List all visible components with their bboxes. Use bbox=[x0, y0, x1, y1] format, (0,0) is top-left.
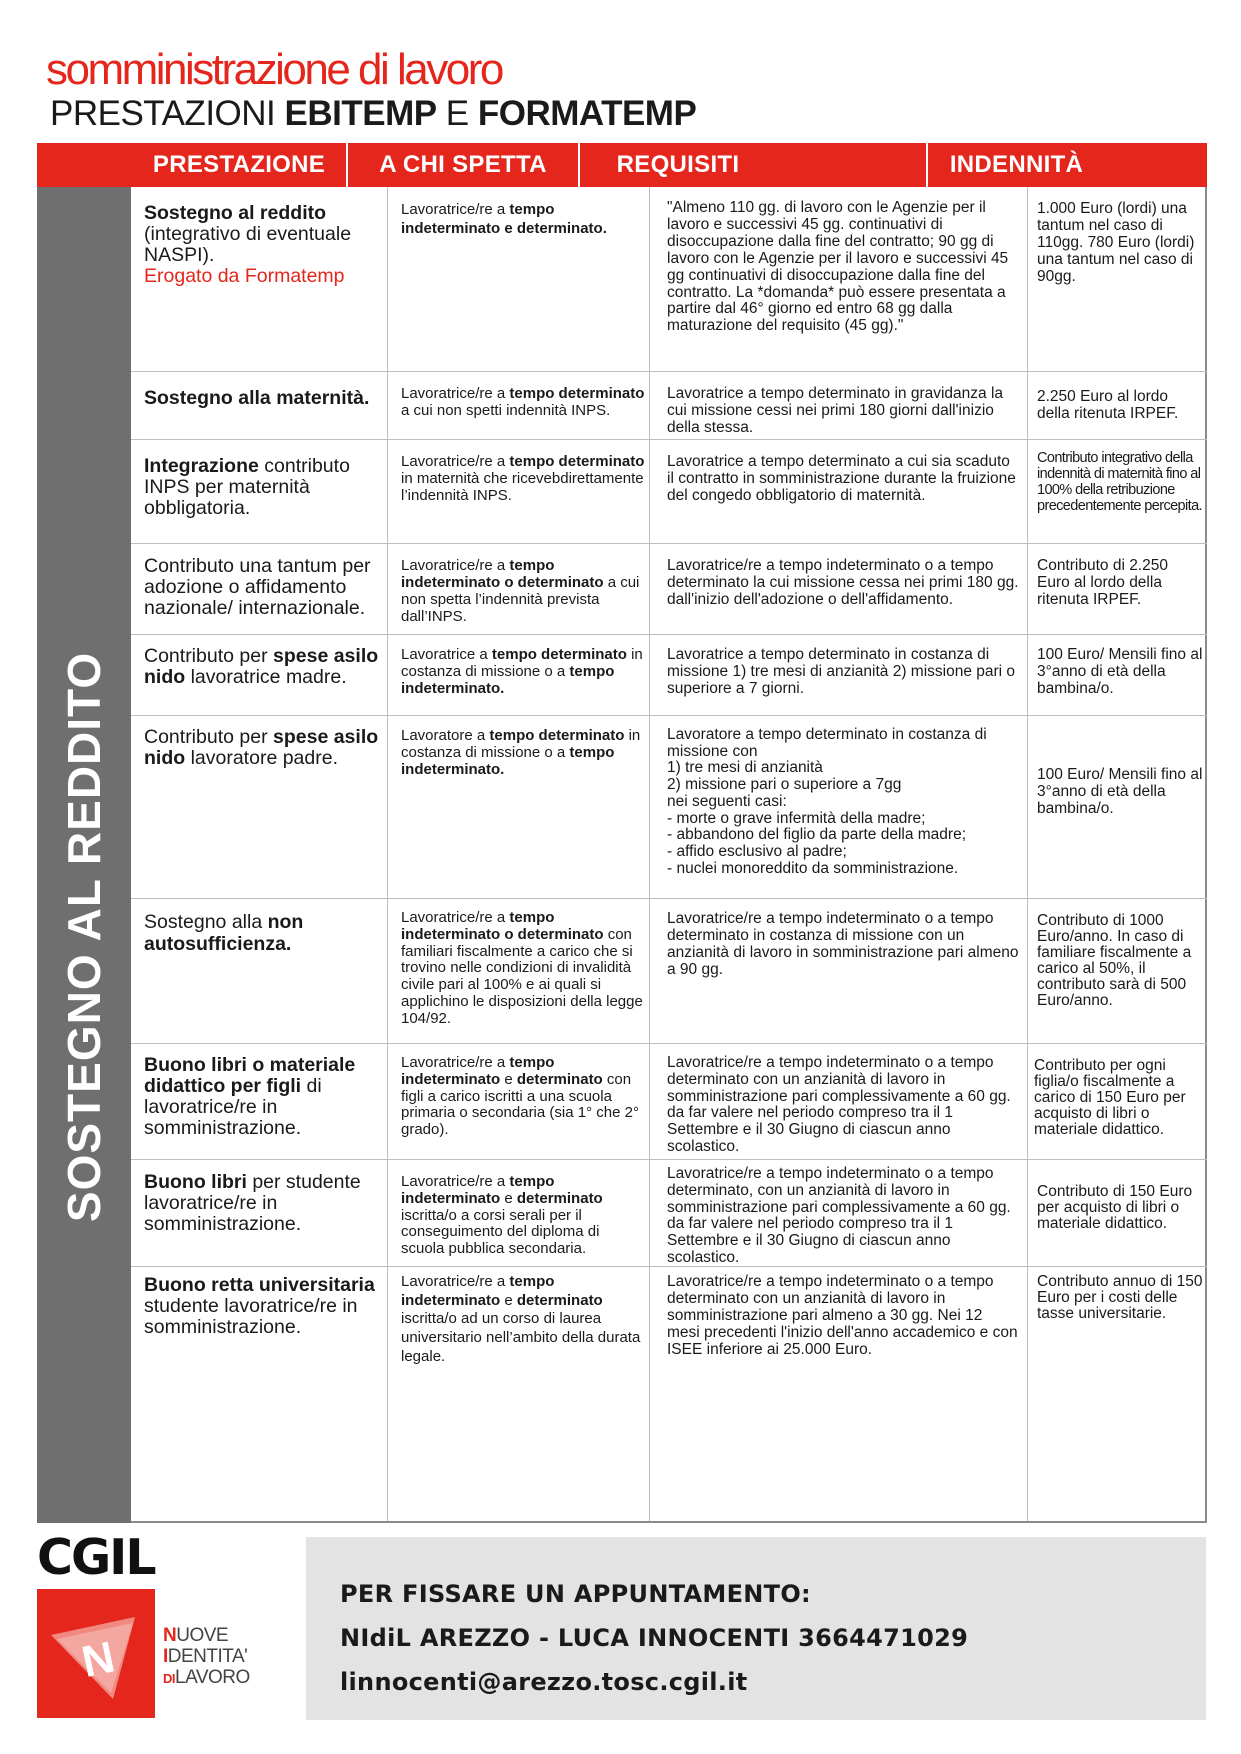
prestazione-text: lavoratore padre. bbox=[185, 747, 338, 769]
contact-heading: PER FISSARE UN APPUNTAMENTO: bbox=[340, 1580, 811, 1608]
table-row bbox=[131, 1267, 1207, 1523]
table-row bbox=[131, 372, 1207, 440]
indennita-cell: 2.250 Euro al lordo della ritenuta IRPEF. bbox=[1037, 388, 1179, 422]
nidil-wordmark bbox=[163, 1625, 250, 1689]
requisiti-line: - affido esclusivo al padre; bbox=[667, 842, 847, 860]
table-row bbox=[131, 544, 1207, 635]
table-row bbox=[131, 716, 1207, 899]
subtitle-prefix: PRESTAZIONI bbox=[50, 94, 285, 133]
spetta-text: in costanza di missione o a bbox=[401, 646, 643, 680]
spetta-text: Lavoratrice/re a bbox=[401, 201, 510, 218]
a-chi-spetta-cell bbox=[387, 1267, 649, 1367]
spetta-bold: tempo indeterminato bbox=[401, 1273, 555, 1309]
prestazione-text: Contributo per bbox=[144, 645, 273, 667]
prestazione-bold: Buono libri bbox=[144, 1171, 247, 1193]
contact-box bbox=[306, 1537, 1206, 1720]
prestazione-bold: spese asilo nido bbox=[144, 645, 379, 688]
nidil-word: UOVE bbox=[176, 1625, 229, 1646]
nidil-initial: DI bbox=[163, 1671, 175, 1686]
prestazione-text: (integrativo di eventuale NASPI). bbox=[144, 223, 352, 266]
a-chi-spetta-cell bbox=[387, 716, 649, 778]
spetta-bold: tempo determinato bbox=[509, 453, 645, 470]
spetta-text: Lavoratrice/re a bbox=[401, 1273, 510, 1290]
prestazione-bold: Buono retta universitaria bbox=[144, 1274, 375, 1296]
spetta-text: iscritta/o a corsi serali per il conseguimento del diploma di scuola pubblica secondaria. bbox=[401, 1206, 600, 1258]
prestazione-cell bbox=[131, 1160, 387, 1235]
requisiti-cell: Lavoratrice a tempo determinato in costanza di missione 1) tre mesi di anzianità 2) missione pari o superiore a 7 giorni. bbox=[667, 646, 1016, 697]
benefits-table bbox=[37, 143, 1207, 1523]
prestazione-cell bbox=[131, 635, 387, 688]
indennita-cell: Contributo di 1000 Euro/anno. In caso di familiare fiscalmente a carico al 50%, il contributo sarà di 500 Euro/anno. bbox=[1037, 912, 1192, 1009]
nidil-logo-mark bbox=[37, 1589, 155, 1718]
requisiti-cell bbox=[649, 716, 1027, 877]
requisiti-cell: Lavoratrice/re a tempo indeterminato o a tempo determinato, con un anzianità di lavoro in somministrazione pari complessivamente a 60 gg. da far valere nel periodo compreso tra il 1 Settembre e il 30 Giugno di ciascun anno scolastico. bbox=[667, 1165, 1011, 1266]
requisiti-line: - nuclei monoreddito da somministrazione. bbox=[667, 859, 959, 877]
spetta-bold: determinato bbox=[516, 1291, 603, 1309]
prestazione-text: Sostegno alla bbox=[144, 911, 268, 933]
requisiti-cell: Lavoratrice/re a tempo indeterminato o a tempo determinato in costanza di missione con un anzianità di lavoro in somministrazione pari almeno a 90 gg. bbox=[667, 910, 1019, 978]
spetta-bold: tempo determinato bbox=[491, 646, 627, 663]
spetta-text: e bbox=[500, 1291, 517, 1309]
contact-email[interactable]: linnocenti@arezzo.tosc.cgil.it bbox=[340, 1668, 748, 1696]
page-subtitle bbox=[50, 96, 696, 131]
prestazione-cell bbox=[131, 372, 387, 409]
prestazione-text: lavoratrice madre. bbox=[185, 666, 347, 688]
indennita-cell: Contributo integrativo della indennità di maternità fino al 100% della retribuzione precedentemente percepita. bbox=[1037, 450, 1202, 514]
spetta-text: in costanza di missione o a bbox=[401, 727, 641, 761]
side-label: SOSTEGNO AL REDDITO bbox=[58, 651, 110, 1223]
a-chi-spetta-cell bbox=[387, 544, 649, 625]
cgil-nidil-logo bbox=[37, 1529, 277, 1718]
subtitle-formatemp: FORMATEMP bbox=[477, 94, 697, 133]
spetta-text: in maternità che ricevebdirettamente l’indennità INPS. bbox=[401, 470, 644, 504]
requisiti-line: 2) missione pari o superiore a 7gg bbox=[667, 776, 902, 794]
table-row bbox=[131, 899, 1207, 1044]
spetta-text: Lavoratrice/re a bbox=[401, 909, 510, 926]
table-header bbox=[37, 143, 1207, 187]
prestazione-text: contributo INPS per maternità obbligatoria. bbox=[144, 455, 350, 519]
nidil-line bbox=[163, 1625, 250, 1646]
requisiti-line: - abbandono del figlio da parte della madre; bbox=[667, 826, 967, 844]
spetta-bold: tempo indeterminato. bbox=[401, 744, 615, 778]
spetta-text: iscritta/o ad un corso di laurea universitario nell’ambito della durata legale. bbox=[401, 1310, 641, 1365]
indennita-cell: 100 Euro/ Mensili fino al 3°anno di età della bambina/o. bbox=[1037, 766, 1203, 817]
subtitle-ebitemp: EBITEMP bbox=[284, 94, 437, 133]
indennita-cell: 1.000 Euro (lordi) una tantum nel caso di 110gg. 780 Euro (lordi) una tantum nel caso di 90gg. bbox=[1037, 200, 1195, 285]
nidil-initial: I bbox=[163, 1646, 168, 1667]
prestazione-text: studente lavoratrice/re in somministrazione. bbox=[144, 1295, 358, 1338]
table-row bbox=[131, 635, 1207, 716]
prestazione-cell bbox=[131, 899, 387, 955]
prestazione-text: Contributo per bbox=[144, 726, 273, 748]
spetta-text: Lavoratrice/re a bbox=[401, 557, 510, 574]
spetta-bold: tempo determinato bbox=[509, 385, 645, 402]
requisiti-cell: "Almeno 110 gg. di lavoro con le Agenzie per il lavoro e successivi 45 gg. continuativi di disoccupazione dalla fine del contratto; 90 gg di lavoro con le Agenzie per il lavoro e successivi 45 gg continuativi di disoccupazione dalla fine del contratto. La *domanda* può essere presentata a partire dal 46° giorno ed entro 68 gg dalla maturazione del requisito (45 gg)." bbox=[667, 199, 1009, 335]
indennita-cell: Contributo per ogni figlia/o fiscalmente a carico di 150 Euro per acquisto di libri o materiale didattico. bbox=[1034, 1057, 1186, 1138]
prestazione-cell bbox=[131, 1044, 387, 1139]
table-row bbox=[131, 1160, 1207, 1267]
spetta-bold: tempo indeterminato bbox=[401, 1173, 555, 1207]
column-header-indennita: INDENNITÀ bbox=[949, 151, 1084, 178]
subtitle-e: E bbox=[436, 94, 478, 133]
a-chi-spetta-cell bbox=[387, 187, 649, 238]
a-chi-spetta-cell bbox=[387, 899, 649, 1028]
spetta-bold: determinato bbox=[516, 1189, 603, 1207]
requisiti-cell: Lavoratrice/re a tempo indeterminato o a tempo determinato con un anzianità di lavoro in somministrazione pari almeno a 30 gg. Nei 12 mesi precedenti l'inizio dell'anno accademico e con ISEE inferiore ai 25.000 Euro. bbox=[667, 1273, 1018, 1358]
spetta-text: e bbox=[500, 1070, 517, 1088]
table-row bbox=[131, 187, 1207, 372]
spetta-text: a cui non spetta l’indennità prevista dall’INPS. bbox=[401, 574, 640, 625]
spetta-bold: tempo indeterminato e determinato. bbox=[401, 201, 607, 237]
nidil-n-letter: N bbox=[77, 1632, 119, 1688]
nidil-line bbox=[163, 1646, 250, 1667]
spetta-bold: tempo indeterminato. bbox=[401, 663, 615, 697]
indennita-cell: Contributo di 2.250 Euro al lordo della ritenuta IRPEF. bbox=[1037, 557, 1168, 608]
a-chi-spetta-cell bbox=[387, 1044, 649, 1139]
spetta-text: Lavoratrice/re a bbox=[401, 1054, 510, 1071]
nidil-word: LAVORO bbox=[175, 1667, 250, 1688]
column-header-a-chi-spetta: A CHI SPETTA bbox=[379, 151, 547, 178]
spetta-bold: determinato bbox=[516, 1070, 603, 1088]
nidil-word: DENTITA' bbox=[167, 1646, 248, 1667]
requisiti-line: - morte o grave infermità della madre; bbox=[667, 809, 926, 827]
prestazione-text: per studente lavoratrice/re in somministrazione. bbox=[144, 1171, 361, 1235]
table-row bbox=[131, 1044, 1207, 1160]
requisiti-cell: Lavoratrice/re a tempo indeterminato o a tempo determinato la cui missione cessa nei primi 180 gg. dall'inizio dell'adozione o dell'affidamento. bbox=[667, 557, 1019, 608]
side-band bbox=[37, 187, 131, 1523]
prestazione-bold: non autosufficienza. bbox=[144, 911, 304, 955]
spetta-bold: tempo indeterminato o determinato bbox=[401, 909, 604, 943]
contact-name-phone: NIdiL AREZZO - LUCA INNOCENTI 3664471029 bbox=[340, 1624, 969, 1652]
requisiti-line: Lavoratore a tempo determinato in costanza di missione con bbox=[667, 726, 987, 760]
requisiti-line: nei seguenti casi: bbox=[667, 792, 787, 810]
spetta-text: Lavoratrice/re a bbox=[401, 1173, 510, 1190]
indennita-cell: Contributo annuo di 150 Euro per i costi delle tasse universitarie. bbox=[1037, 1273, 1203, 1322]
prestazione-text: di lavoratrice/re in somministrazione. bbox=[144, 1075, 322, 1139]
table-row bbox=[131, 440, 1207, 544]
page-title: somministrazione di lavoro bbox=[46, 45, 502, 94]
prestazione-bold: Integrazione bbox=[144, 455, 259, 477]
spetta-text: Lavoratrice a bbox=[401, 646, 492, 663]
prestazione-text: Contributo una tantum per adozione o affidamento nazionale/ internazionale. bbox=[144, 555, 371, 619]
spetta-text: Lavoratrice/re a bbox=[401, 385, 510, 402]
spetta-text: a cui non spetti indennità INPS. bbox=[401, 402, 611, 419]
spetta-text: Lavoratore a bbox=[401, 727, 490, 744]
indennita-cell: Contributo di 150 Euro per acquisto di libri o materiale didattico. bbox=[1037, 1183, 1193, 1232]
table-body bbox=[131, 187, 1207, 1523]
nidil-line bbox=[163, 1667, 250, 1689]
nidil-initial: N bbox=[163, 1625, 177, 1646]
spetta-text: e bbox=[500, 1189, 517, 1207]
a-chi-spetta-cell bbox=[387, 372, 649, 419]
nidil-triangle-icon bbox=[37, 1589, 155, 1718]
a-chi-spetta-cell bbox=[387, 635, 649, 697]
column-header-requisiti: REQUISITI bbox=[616, 151, 740, 178]
prestazione-note: Erogato da Formatemp bbox=[144, 265, 345, 287]
requisiti-cell: Lavoratrice/re a tempo indeterminato o a tempo determinato con un anzianità di lavoro in somministrazione pari complessivamente a 60 gg. da far valere nel periodo compreso tra il 1 Settembre e il 30 Giugno di ciascun anno scolastico. bbox=[667, 1054, 1011, 1155]
column-header-prestazione: PRESTAZIONE bbox=[152, 151, 326, 178]
spetta-text: con familiari fiscalmente a carico che si trovino nelle condizioni di invalidità civile pari al 100% e ai quali si applichino le disposizioni della legge 104/92. bbox=[401, 925, 643, 1027]
spetta-bold: tempo indeterminato bbox=[401, 1054, 555, 1088]
spetta-text: Lavoratrice/re a bbox=[401, 453, 510, 470]
spetta-text: con figli a carico iscritti a una scuola primaria o secondaria (sia 1° che 2° grado). bbox=[401, 1070, 639, 1139]
prestazione-cell bbox=[131, 544, 387, 619]
spetta-bold: tempo determinato bbox=[489, 727, 625, 744]
prestazione-bold: Sostegno al reddito bbox=[144, 202, 327, 224]
prestazione-cell bbox=[131, 187, 387, 287]
prestazione-bold: spese asilo nido bbox=[144, 726, 379, 769]
prestazione-bold: Buono libri o materiale didattico per figli bbox=[144, 1054, 356, 1097]
prestazione-bold: Sostegno alla maternità. bbox=[144, 387, 370, 409]
spetta-bold: tempo indeterminato o determinato bbox=[401, 557, 604, 591]
cgil-logo-text: CGIL bbox=[37, 1529, 155, 1586]
prestazione-cell bbox=[131, 716, 387, 769]
requisiti-line: 1) tre mesi di anzianità bbox=[667, 759, 823, 777]
requisiti-cell: Lavoratrice a tempo determinato in gravidanza la cui missione cessi nei primi 180 giorni dall'inizio della stessa. bbox=[667, 385, 1004, 436]
prestazione-cell bbox=[131, 1267, 387, 1338]
indennita-cell: 100 Euro/ Mensili fino al 3°anno di età della bambina/o. bbox=[1037, 646, 1203, 697]
a-chi-spetta-cell bbox=[387, 440, 649, 504]
a-chi-spetta-cell bbox=[387, 1160, 649, 1258]
prestazione-cell bbox=[131, 440, 387, 519]
requisiti-cell: Lavoratrice a tempo determinato a cui sia scaduto il contratto in somministrazione durante la fruizione del congedo obbligatorio di maternità. bbox=[667, 453, 1016, 504]
